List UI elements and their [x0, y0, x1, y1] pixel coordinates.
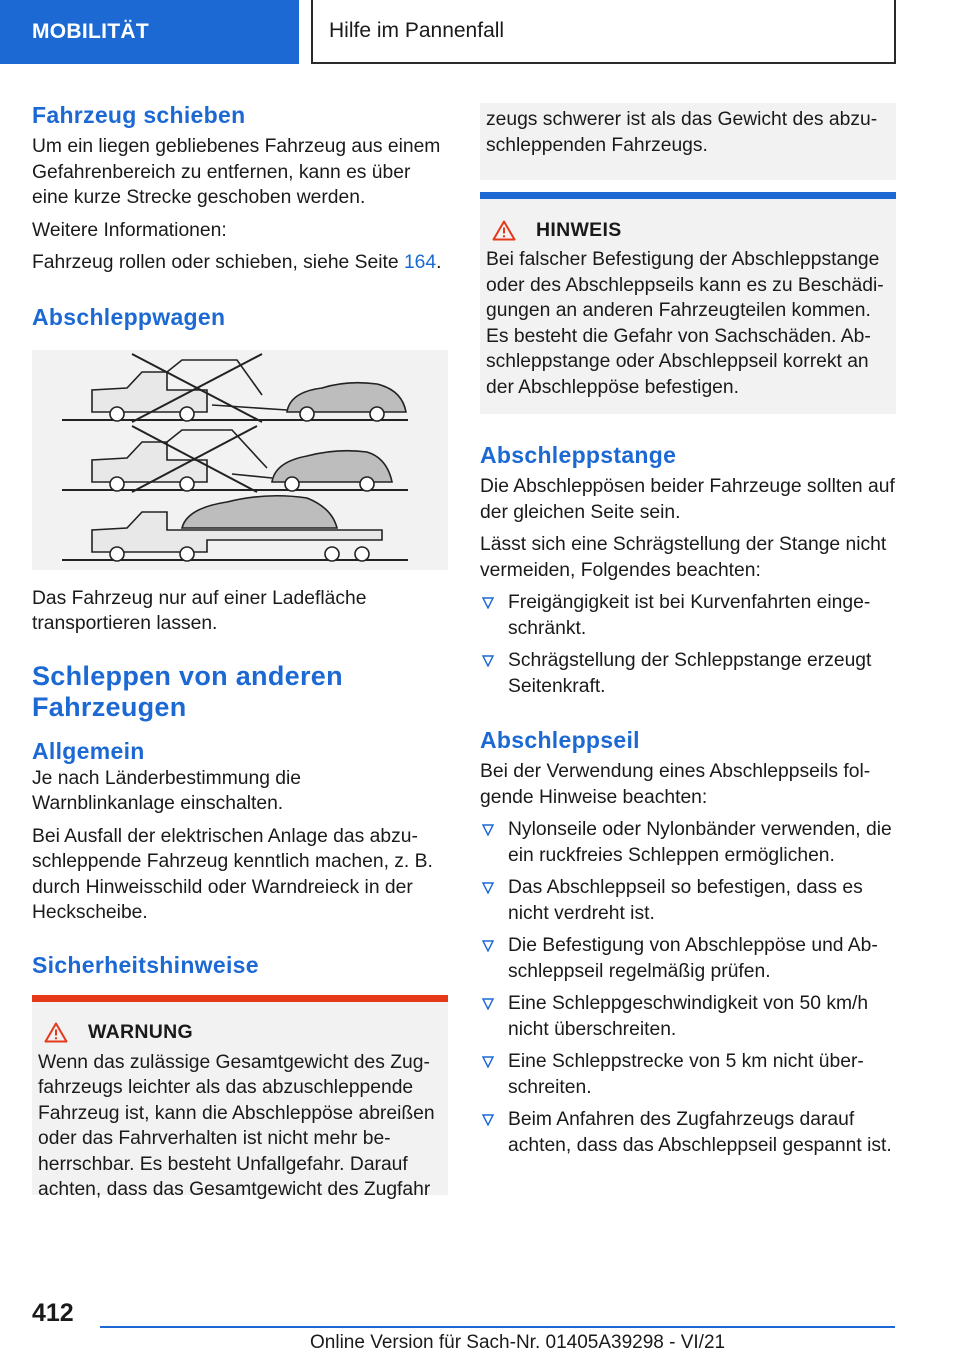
heading-towing-other: Schleppen von anderen Fahrzeugen	[32, 660, 343, 722]
page-link-164[interactable]: 164	[403, 252, 437, 273]
push-info-label: Weitere Informationen:	[32, 219, 227, 241]
tow-rope-paragraph: Bei der Verwendung eines Abschleppseils folgende Hinweise beachten:	[480, 761, 871, 808]
warning-triangle-icon	[44, 1022, 68, 1043]
warning-box	[32, 995, 448, 1200]
heading-general: Allgemein	[32, 737, 145, 764]
heading-push: Fahrzeug schieben	[32, 102, 246, 128]
warning-continuation-text: zeugs schwerer ist als das Gewicht des abzuschleppenden Fahrzeugs.	[486, 109, 878, 156]
heading-tow-rope: Abschleppseil	[480, 727, 640, 753]
note-header	[486, 215, 886, 245]
bullet-triangle-icon	[482, 824, 494, 836]
warning-label: WARNUNG	[88, 1021, 194, 1043]
list-item: Nylonseile oder Nylonbänder verwenden, die ein ruckfreies Schleppen ermöglichen.	[480, 817, 896, 868]
bullet-triangle-icon	[482, 940, 494, 952]
list-item: Eine Schleppgeschwindigkeit von 50 km/h nicht überschreiten.	[480, 991, 896, 1042]
footer-version: Online Version für Sach-Nr. 01405A39298 - VI/21	[310, 1332, 726, 1353]
tow-truck-caption: Das Fahrzeug nur auf einer Ladefläche transportieren lassen.	[32, 587, 367, 634]
chapter-header	[311, 0, 896, 64]
bullet-triangle-icon	[482, 882, 494, 894]
list-item: Freigängigkeit ist bei Kurvenfahrten eingeschränkt.	[480, 590, 896, 641]
push-reference	[32, 250, 448, 276]
section-title: MOBILITÄT	[32, 20, 150, 43]
note-text: Bei falscher Befestigung der Abschleppstange oder des Abschleppseils kann es zu Beschädigungen an anderen Fahrzeugteilen kommen. Es besteht die Gefahr von Sachschäden. Abschleppstange oder Abschleppseil korrekt an der Abschleppöse befestigen.	[486, 249, 884, 398]
section-tab	[0, 0, 299, 64]
list-item: Die Befestigung von Abschleppöse und Abschleppseil regelmäßig prüfen.	[480, 933, 896, 984]
list-item: Schrägstellung der Schleppstange erzeugt Seitenkraft.	[480, 648, 896, 699]
tow-truck-diagram	[32, 350, 448, 570]
bullet-triangle-icon	[482, 655, 494, 667]
list-item: Eine Schleppstrecke von 5 km nicht überschreiten.	[480, 1049, 896, 1100]
warning-text: Wenn das zulässige Gesamtgewicht des Zugfahrzeugs leichter als das abzuschleppende Fahrzeug ist, kann die Abschleppöse abreißen oder das Fahrverhalten ist nicht mehr beherrschbar. Es besteht Unfallgefahr. Darauf achten, dass das Gesamtgewicht des Zugfahr	[38, 1051, 435, 1200]
tow-bar-list	[480, 590, 896, 699]
general-paragraph-2: Bei Ausfall der elektrischen Anlage das abzuschleppende Fahrzeug kenntlich machen, z. B. durch Hinweisschild oder Warndreieck in der Heckscheibe.	[32, 825, 433, 923]
note-box	[480, 192, 896, 414]
tow-bar-paragraph-2: Lässt sich eine Schrägstellung der Stange nicht vermeiden, Folgendes beachten:	[480, 534, 887, 581]
note-triangle-icon	[492, 220, 516, 241]
heading-tow-bar: Abschleppstange	[480, 442, 677, 468]
push-reference-text: Fahrzeug rollen oder schieben, siehe Seite	[32, 252, 404, 273]
bullet-triangle-icon	[482, 998, 494, 1010]
warning-header	[38, 1018, 438, 1048]
tow-truck-illustration	[32, 350, 448, 570]
bullet-triangle-icon	[482, 597, 494, 609]
list-item: Beim Anfahren des Zugfahrzeugs darauf achten, dass das Abschleppseil gespannt ist.	[480, 1107, 896, 1158]
heading-safety: Sicherheitshinweise	[32, 951, 259, 978]
chapter-title: Hilfe im Pannenfall	[329, 19, 505, 42]
list-item: Das Abschleppseil so befestigen, dass es nicht verdreht ist.	[480, 875, 896, 926]
tow-bar-paragraph-1: Die Abschleppösen beider Fahrzeuge sollten auf der gleichen Seite sein.	[480, 476, 895, 523]
footer-divider	[100, 1326, 895, 1328]
push-paragraph: Um ein liegen gebliebenes Fahrzeug aus einem Gefahrenbereich zu entfernen, kann es über eine kurze Strecke geschoben werden.	[32, 136, 441, 208]
left-column	[32, 100, 448, 1200]
bullet-triangle-icon	[482, 1056, 494, 1068]
bullet-triangle-icon	[482, 1114, 494, 1126]
general-paragraph-1: Je nach Länderbestimmung die Warnblinkanlage einschalten.	[32, 767, 302, 814]
warning-continuation-box	[480, 103, 896, 180]
note-label: HINWEIS	[536, 218, 622, 241]
right-column	[480, 103, 896, 1158]
push-reference-end: .	[436, 252, 442, 273]
heading-tow-truck: Abschleppwagen	[32, 303, 226, 330]
tow-rope-list	[480, 817, 896, 1158]
page-number: 412	[32, 1299, 74, 1327]
